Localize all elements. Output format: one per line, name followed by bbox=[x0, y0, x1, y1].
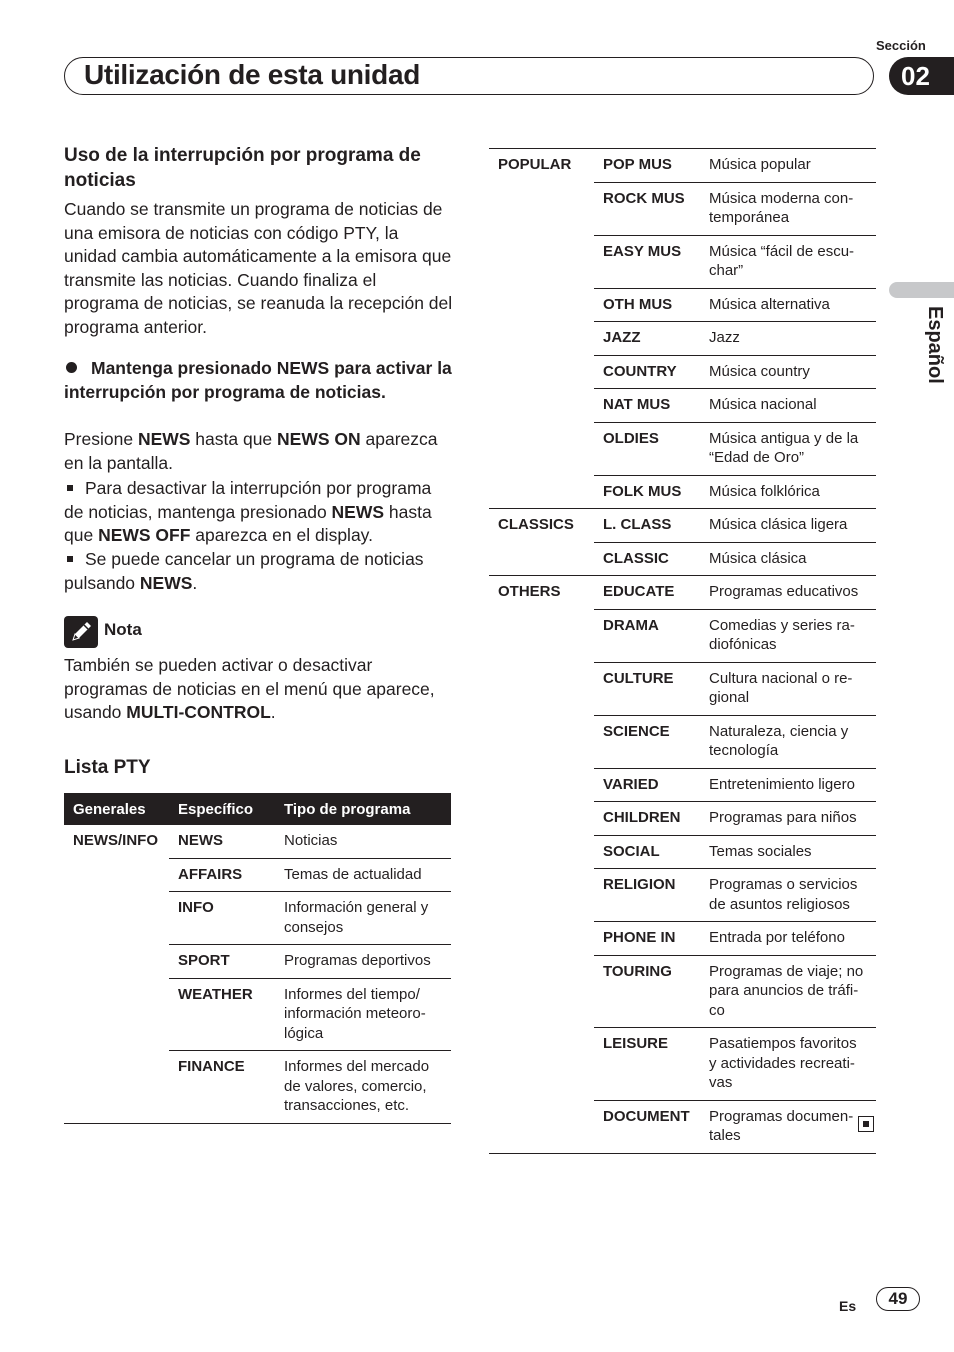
language-tab-bar bbox=[889, 282, 954, 298]
page-title: Utilización de esta unidad bbox=[84, 59, 421, 90]
program-type-cell: Jazz bbox=[700, 322, 876, 356]
table-row bbox=[64, 978, 451, 1051]
step-title bbox=[64, 356, 454, 404]
specific-cell: EDUCATE bbox=[594, 576, 700, 610]
program-type-cell: Música alternativa bbox=[700, 288, 876, 322]
general-cell: OTHERS bbox=[489, 576, 594, 610]
section-label: Sección bbox=[876, 38, 926, 53]
program-type-cell: Cultura nacional o re-gional bbox=[700, 662, 876, 715]
table-row bbox=[489, 869, 876, 922]
general-cell bbox=[489, 802, 594, 836]
table-row bbox=[64, 858, 451, 892]
square-bullet-icon bbox=[67, 556, 73, 562]
pty-table-right bbox=[489, 148, 876, 1154]
table-row bbox=[489, 715, 876, 768]
pty-table-left bbox=[64, 793, 451, 1124]
section-number-badge: 02 bbox=[889, 57, 954, 95]
sub-text: . bbox=[192, 572, 198, 593]
program-type-cell: Música popular bbox=[709, 156, 811, 173]
specific-cell: CHILDREN bbox=[594, 802, 700, 836]
general-cell bbox=[64, 978, 169, 1051]
step-text: Presione bbox=[64, 429, 138, 449]
program-type-cell: Comedias y series ra-diofónicas bbox=[700, 609, 876, 662]
pty-heading: Lista PTY bbox=[64, 757, 151, 778]
table-row bbox=[489, 509, 876, 543]
specific-cell: FINANCE bbox=[169, 1051, 275, 1123]
program-type-cell: Programas educativos bbox=[700, 576, 876, 610]
table-row bbox=[489, 835, 876, 869]
general-cell bbox=[489, 475, 594, 509]
general-cell bbox=[64, 892, 169, 945]
table-row bbox=[489, 609, 876, 662]
general-cell bbox=[489, 1028, 594, 1101]
general-cell bbox=[489, 662, 594, 715]
sub-text: Para desactivar la interrupción por programa de noticias, mantenga presionado bbox=[64, 478, 432, 522]
column-header: Específico bbox=[169, 793, 275, 825]
square-bullet-icon bbox=[67, 485, 73, 491]
sub-text: Se puede cancelar un programa de noticias pulsando bbox=[64, 549, 424, 593]
specific-cell: SCIENCE bbox=[594, 715, 700, 768]
program-type-cell: Música “fácil de escu-char” bbox=[700, 235, 876, 288]
table-end-rule bbox=[489, 1153, 876, 1154]
table-row bbox=[489, 475, 876, 509]
page-number: 49 bbox=[876, 1287, 920, 1311]
specific-cell: ROCK MUS bbox=[594, 182, 700, 235]
news-heading: Uso de la interrupción por programa de noticias bbox=[64, 145, 421, 191]
specific-cell: POP MUS bbox=[603, 156, 672, 173]
general-cell bbox=[64, 945, 169, 979]
general-cell bbox=[489, 835, 594, 869]
specific-cell: CLASSIC bbox=[594, 542, 700, 576]
table-row bbox=[64, 945, 451, 979]
specific-cell: DOCUMENT bbox=[594, 1100, 700, 1153]
program-type-cell: Programas para niños bbox=[700, 802, 876, 836]
end-of-section-icon bbox=[858, 1116, 874, 1132]
program-type-cell: Música antigua y de la “Edad de Oro” bbox=[700, 422, 876, 475]
general-cell bbox=[489, 715, 594, 768]
program-type-cell: Pasatiempos favoritos y actividades recreati-vas bbox=[700, 1028, 876, 1101]
general-cell bbox=[489, 922, 594, 956]
note-pencil-icon bbox=[64, 616, 98, 648]
specific-cell: TOURING bbox=[594, 955, 700, 1028]
specific-cell: SPORT bbox=[169, 945, 275, 979]
sub-bullet-1 bbox=[64, 477, 454, 548]
table-row bbox=[489, 235, 876, 288]
specific-cell: EASY MUS bbox=[594, 235, 700, 288]
program-type-cell: Música nacional bbox=[700, 389, 876, 423]
sub-text: hasta que bbox=[64, 501, 432, 546]
table-row bbox=[489, 1028, 876, 1101]
general-cell bbox=[489, 542, 594, 576]
column-header: Generales bbox=[64, 793, 169, 825]
step-instruction bbox=[64, 428, 454, 475]
general-cell bbox=[489, 1100, 594, 1153]
general-cell: POPULAR bbox=[498, 156, 572, 173]
specific-cell: NAT MUS bbox=[594, 389, 700, 423]
program-type-cell: Música moderna con-temporánea bbox=[700, 182, 876, 235]
step-title-text: Mantenga presionado NEWS para activar la interrupción por programa de noticias. bbox=[64, 358, 452, 402]
general-cell bbox=[489, 389, 594, 423]
general-cell bbox=[489, 869, 594, 922]
program-type-cell: Informes del tiempo/ información meteoro-lógica bbox=[275, 978, 451, 1051]
program-type-cell: Información general y consejos bbox=[275, 892, 451, 945]
bullet-icon bbox=[66, 362, 77, 373]
program-type-cell: Entrada por teléfono bbox=[700, 922, 876, 956]
table-row bbox=[489, 422, 876, 475]
general-cell bbox=[489, 422, 594, 475]
specific-cell: OLDIES bbox=[594, 422, 700, 475]
general-cell bbox=[489, 182, 594, 235]
news-intro: Cuando se transmite un programa de noticias de una emisora de noticias con código PTY, la unidad cambia automáticamente a la emisora que transmite las noticias. Cuando finaliza el programa de noticias, se reanuda la recepción del programa anterior. bbox=[64, 199, 453, 337]
general-cell bbox=[489, 235, 594, 288]
sub-text: aparezca en el display. bbox=[190, 525, 373, 546]
note-body: También se pueden activar o desactivar programas de noticias en el menú que aparece, usando bbox=[64, 655, 435, 723]
specific-cell: WEATHER bbox=[169, 978, 275, 1051]
news-on-key: NEWS ON bbox=[277, 429, 361, 449]
specific-cell: OTH MUS bbox=[594, 288, 700, 322]
specific-cell: CULTURE bbox=[594, 662, 700, 715]
general-cell: CLASSICS bbox=[489, 509, 594, 543]
general-cell bbox=[489, 609, 594, 662]
program-type-cell: Programas documen-tales bbox=[700, 1100, 876, 1153]
program-type-cell: Programas de viaje; no para anuncios de tráfi-co bbox=[700, 955, 876, 1028]
sub-bullet-2 bbox=[64, 548, 454, 595]
general-cell bbox=[489, 955, 594, 1028]
program-type-cell: Música country bbox=[700, 355, 876, 389]
table-row bbox=[489, 288, 876, 322]
table-row bbox=[489, 182, 876, 235]
note-text bbox=[64, 654, 454, 725]
table-end-rule bbox=[64, 1123, 451, 1124]
program-type-cell: Música clásica bbox=[700, 542, 876, 576]
table-row bbox=[64, 1051, 451, 1123]
specific-cell: RELIGION bbox=[594, 869, 700, 922]
table-row bbox=[489, 389, 876, 423]
specific-cell: AFFAIRS bbox=[169, 858, 275, 892]
news-key: NEWS bbox=[139, 572, 193, 593]
program-type-cell: Noticias bbox=[284, 832, 338, 849]
step-text: aparezca en la pantalla. bbox=[64, 429, 438, 473]
specific-cell: VARIED bbox=[594, 768, 700, 802]
news-off-key: NEWS OFF bbox=[98, 525, 191, 546]
table-row bbox=[489, 576, 876, 610]
table-row bbox=[489, 355, 876, 389]
program-type-cell: Temas de actualidad bbox=[275, 858, 451, 892]
general-cell: NEWS/INFO bbox=[73, 832, 158, 849]
table-row bbox=[489, 922, 876, 956]
specific-cell: PHONE IN bbox=[594, 922, 700, 956]
general-cell bbox=[64, 858, 169, 892]
news-key: NEWS bbox=[331, 501, 385, 522]
specific-cell: SOCIAL bbox=[594, 835, 700, 869]
step-text: hasta que bbox=[190, 429, 278, 449]
table-row bbox=[489, 955, 876, 1028]
program-type-cell: Programas deportivos bbox=[275, 945, 451, 979]
page-language-code: Es bbox=[839, 1298, 857, 1314]
table-row bbox=[489, 802, 876, 836]
specific-cell: NEWS bbox=[178, 832, 223, 849]
program-type-cell: Programas o servicios de asuntos religiosos bbox=[700, 869, 876, 922]
program-type-cell: Música clásica ligera bbox=[700, 509, 876, 543]
table-row bbox=[489, 542, 876, 576]
program-type-cell: Entretenimiento ligero bbox=[700, 768, 876, 802]
table-row bbox=[64, 825, 451, 858]
program-type-cell: Informes del mercado de valores, comercio, transacciones, etc. bbox=[275, 1051, 451, 1123]
note-label: Nota bbox=[104, 620, 142, 639]
program-type-cell: Naturaleza, ciencia y tecnología bbox=[700, 715, 876, 768]
specific-cell: FOLK MUS bbox=[594, 475, 700, 509]
general-cell bbox=[489, 288, 594, 322]
table-row bbox=[489, 662, 876, 715]
table-row bbox=[489, 322, 876, 356]
general-cell bbox=[489, 768, 594, 802]
specific-cell: DRAMA bbox=[594, 609, 700, 662]
specific-cell: COUNTRY bbox=[594, 355, 700, 389]
note-body: . bbox=[270, 702, 276, 723]
program-type-cell: Música folklórica bbox=[700, 475, 876, 509]
general-cell bbox=[489, 355, 594, 389]
general-cell bbox=[64, 1051, 169, 1123]
language-tab-label: Español bbox=[924, 306, 946, 384]
specific-cell: JAZZ bbox=[594, 322, 700, 356]
specific-cell: INFO bbox=[169, 892, 275, 945]
table-row bbox=[489, 149, 876, 182]
specific-cell: L. CLASS bbox=[594, 509, 700, 543]
column-header: Tipo de programa bbox=[275, 793, 451, 825]
program-type-cell: Temas sociales bbox=[700, 835, 876, 869]
general-cell bbox=[489, 322, 594, 356]
specific-cell: LEISURE bbox=[594, 1028, 700, 1101]
news-key: NEWS bbox=[137, 429, 191, 449]
table-row bbox=[489, 768, 876, 802]
table-row bbox=[64, 892, 451, 945]
table-row bbox=[489, 1100, 876, 1153]
multi-control-key: MULTI-CONTROL bbox=[126, 702, 271, 723]
